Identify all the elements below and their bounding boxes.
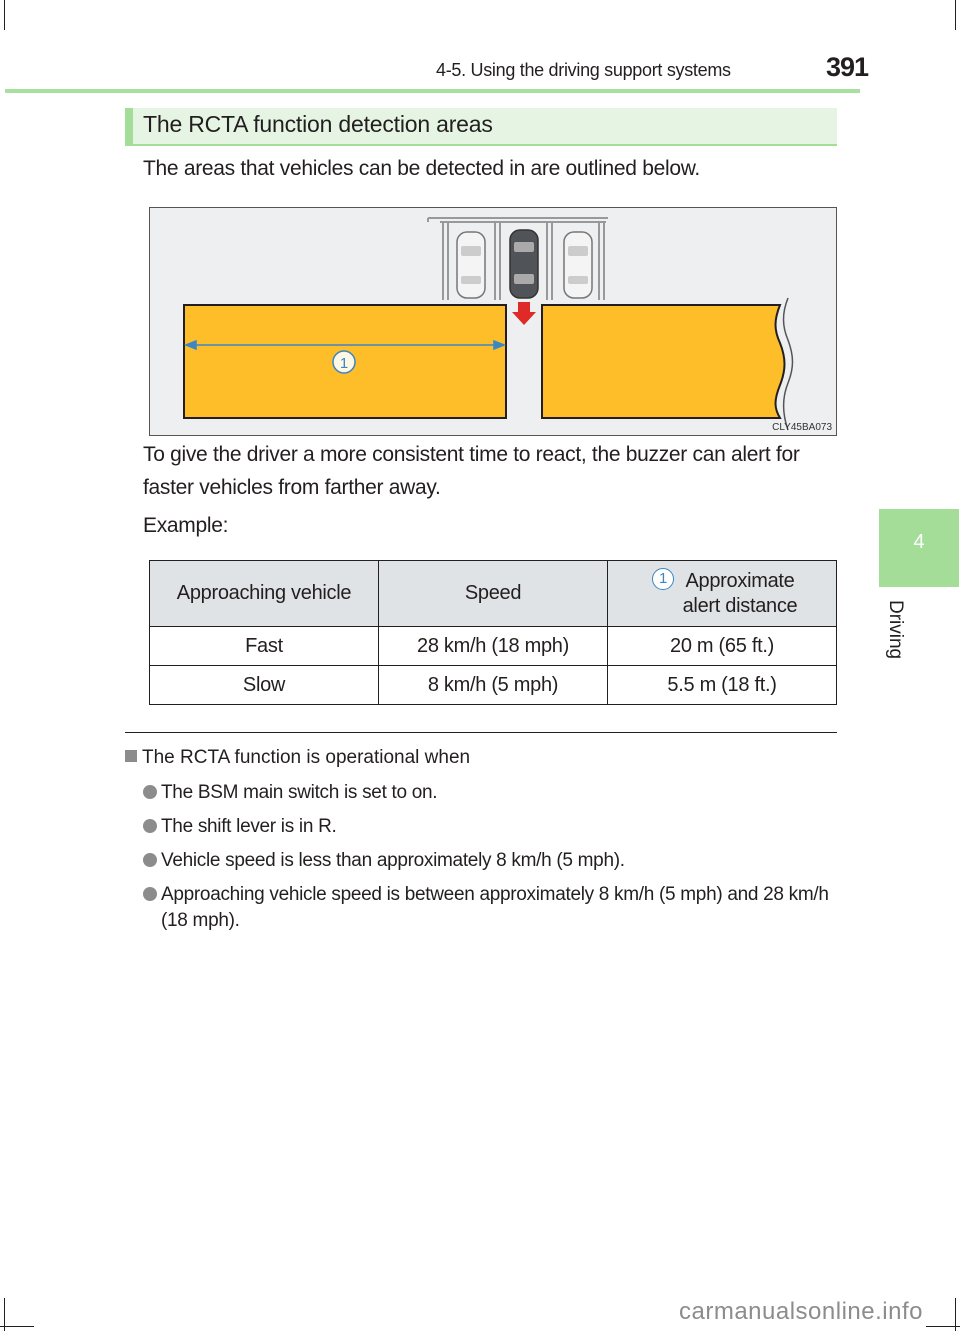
callout-number: 1 bbox=[339, 355, 349, 372]
list-item-text: Approaching vehicle speed is between approximately 8 km/h (5 mph) and 28 km/h (18 mph). bbox=[161, 884, 829, 931]
subsection-heading-text: The RCTA function is operational when bbox=[142, 747, 471, 768]
page-number: 391 bbox=[826, 52, 869, 82]
list-item-text: Vehicle speed is less than approximately 8 km/h (5 mph). bbox=[161, 850, 625, 871]
header-rule bbox=[5, 89, 860, 93]
list-item bbox=[143, 814, 336, 840]
callout-badge: 1 bbox=[652, 568, 674, 590]
chapter-tab bbox=[879, 509, 959, 587]
subsection-heading bbox=[125, 747, 470, 769]
list-item bbox=[143, 848, 625, 874]
detection-zone-right bbox=[542, 305, 785, 418]
list-item bbox=[143, 780, 437, 806]
crop-mark bbox=[926, 1326, 960, 1327]
table-cell: 8 km/h (5 mph) bbox=[379, 666, 608, 705]
table-cell: Slow bbox=[150, 666, 379, 705]
detection-area-diagram bbox=[149, 207, 837, 436]
crop-mark bbox=[4, 0, 5, 30]
bullet-dot-icon bbox=[143, 887, 157, 901]
table-cell: 5.5 m (18 ft.) bbox=[608, 666, 837, 705]
table-header: Speed bbox=[379, 561, 608, 627]
table-header bbox=[608, 561, 837, 627]
crop-mark bbox=[4, 1298, 5, 1331]
running-header: 4-5. Using the driving support systems bbox=[436, 60, 731, 80]
bullet-dot-icon bbox=[143, 785, 157, 799]
crop-mark bbox=[0, 1326, 34, 1327]
alert-distance-table bbox=[149, 560, 837, 705]
parked-car-right-icon bbox=[564, 232, 592, 298]
diagram-svg bbox=[150, 208, 837, 436]
table-cell: 28 km/h (18 mph) bbox=[379, 627, 608, 666]
intro-text: The areas that vehicles can be detected in are outlined below. bbox=[143, 157, 700, 180]
bullet-dot-icon bbox=[143, 819, 157, 833]
chapter-label-text: Driving bbox=[885, 600, 906, 660]
table-cell: Fast bbox=[150, 627, 379, 666]
chapter-number: 4 bbox=[913, 531, 925, 553]
list-item-text: The BSM main switch is set to on. bbox=[161, 782, 438, 803]
image-code: CLY45BA073 bbox=[772, 422, 832, 433]
bullet-dot-icon bbox=[143, 853, 157, 867]
example-label: Example: bbox=[143, 514, 229, 537]
table-header-line: Approximate bbox=[685, 569, 795, 592]
body-paragraph: To give the driver a more consistent time to react, the buzzer can alert for faster vehicles from farther away. bbox=[143, 443, 800, 499]
table-row bbox=[150, 627, 837, 666]
section-title: The RCTA function detection areas bbox=[143, 111, 493, 137]
watermark: carmanualsonline.info bbox=[679, 1298, 923, 1325]
own-vehicle-icon bbox=[510, 230, 538, 298]
square-bullet-icon bbox=[125, 750, 137, 762]
reverse-arrow-icon bbox=[512, 302, 536, 325]
table-header-line: alert distance bbox=[682, 594, 798, 617]
table-header-text bbox=[683, 569, 798, 619]
list-item-text: The shift lever is in R. bbox=[161, 816, 337, 837]
table-header-row bbox=[150, 561, 837, 627]
section-title-bar bbox=[125, 108, 837, 146]
subsection-rule bbox=[125, 732, 837, 733]
crop-mark bbox=[955, 0, 956, 30]
table-cell: 20 m (65 ft.) bbox=[608, 627, 837, 666]
table-row bbox=[150, 666, 837, 705]
list-item bbox=[143, 882, 843, 934]
table-header: Approaching vehicle bbox=[150, 561, 379, 627]
parked-car-left-icon bbox=[457, 232, 485, 298]
chapter-label bbox=[880, 596, 920, 666]
